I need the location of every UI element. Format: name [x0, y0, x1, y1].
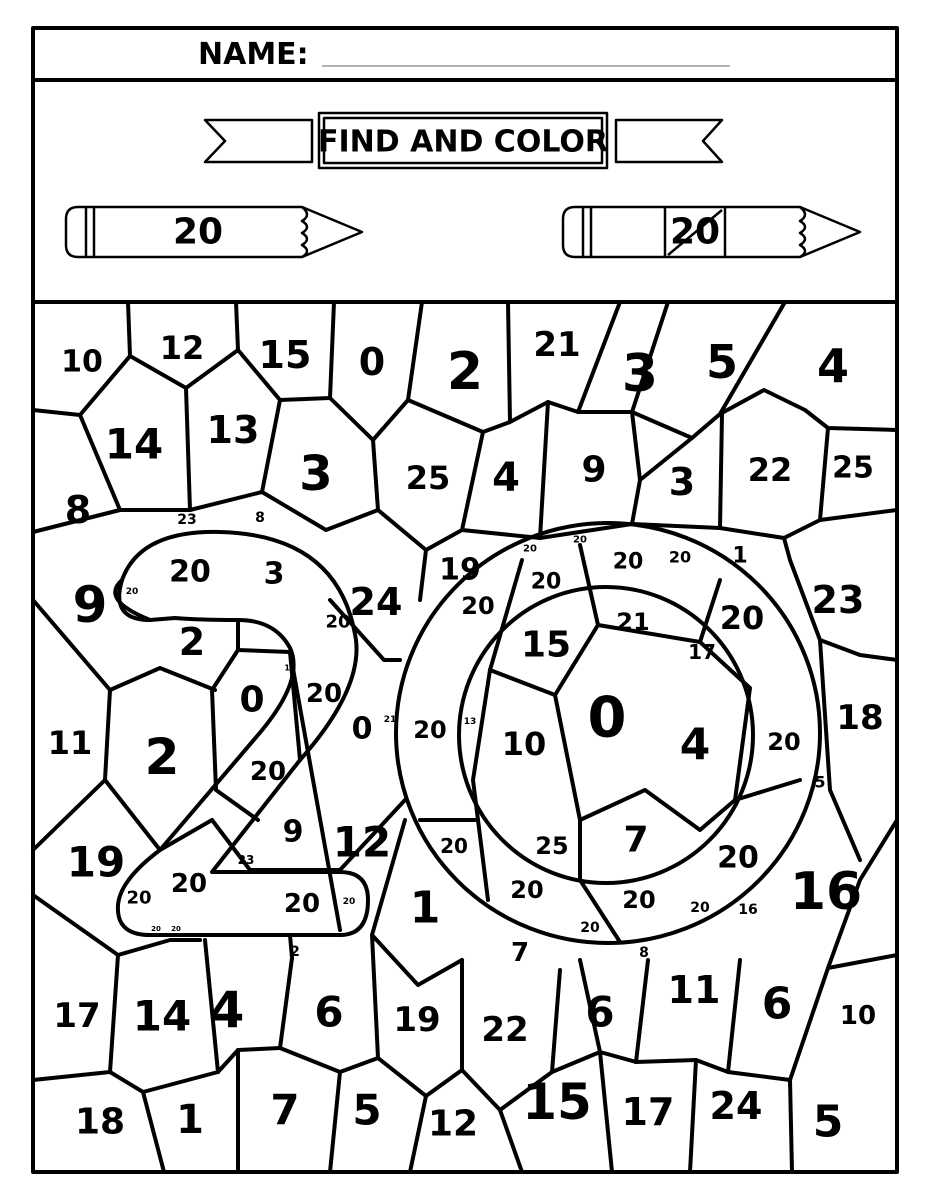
cell-number: 24	[709, 1084, 763, 1128]
cell-number: 20	[523, 543, 537, 555]
ribbon-right	[616, 120, 722, 162]
cell-number: 15	[522, 1073, 592, 1131]
cell-number: 9	[72, 576, 108, 634]
cell-number: 15	[520, 624, 572, 666]
cell-number: 9	[282, 814, 304, 850]
cell-number: 20	[719, 599, 765, 637]
cell-number: 8	[64, 488, 92, 532]
cell-number: 20	[622, 886, 656, 914]
cell-number: 15	[258, 333, 312, 377]
cell-number: 10	[61, 344, 103, 380]
cell-number: 22	[747, 451, 793, 489]
title-banner	[205, 113, 722, 168]
cell-number: 3	[668, 460, 696, 504]
cell-number: 3	[621, 344, 659, 404]
cell-number: 9	[581, 449, 607, 491]
pencil-color-key	[66, 207, 362, 257]
cell-number: 16	[738, 902, 758, 918]
title-text: FIND AND COLOR	[318, 124, 608, 160]
cell-number: 24	[349, 580, 403, 624]
cell-number: 13	[206, 408, 260, 452]
cell-number: 11	[667, 968, 721, 1012]
cell-number: 11	[284, 663, 296, 673]
cell-number: 20	[510, 876, 544, 904]
cell-number: 21	[533, 325, 581, 365]
cell-number: 20	[249, 757, 287, 787]
cell-number: 19	[393, 1000, 441, 1040]
cell-number: 20	[126, 887, 152, 909]
cell-number: 0	[351, 711, 373, 747]
cell-number: 25	[535, 832, 569, 860]
cell-number: 20	[612, 549, 644, 575]
cell-number: 1	[732, 543, 748, 569]
cell-number: 0	[358, 340, 386, 384]
cell-number: 20	[325, 611, 351, 633]
cell-number: 20	[530, 569, 562, 595]
cell-number: 20	[668, 547, 692, 567]
cell-number: 19	[66, 837, 126, 887]
cell-number: 21	[383, 715, 397, 725]
cell-number: 23	[811, 578, 865, 622]
cell-number: 5	[814, 772, 826, 792]
cell-number: 18	[74, 1101, 126, 1143]
cell-number: 7	[623, 819, 649, 861]
cell-number: 5	[705, 335, 739, 389]
cell-number: 11	[47, 724, 93, 762]
ribbon-left	[205, 120, 312, 162]
cell-number: 5	[352, 1085, 382, 1135]
cell-number: 20	[169, 554, 211, 590]
cell-number: 25	[832, 450, 874, 486]
cell-number: 20	[151, 925, 161, 933]
cell-number: 20	[573, 534, 587, 546]
cell-number: 4	[816, 339, 850, 393]
cell-number: 20	[767, 728, 801, 756]
cell-number: 12	[427, 1103, 479, 1145]
cell-number: 14	[132, 991, 192, 1041]
cell-number: 4	[492, 455, 520, 501]
cell-number: 2	[144, 728, 180, 786]
cell-number: 1	[176, 1097, 204, 1143]
cell-number: 20	[717, 840, 759, 876]
cell-number: 1	[409, 882, 441, 934]
cell-number: 20	[580, 920, 600, 936]
cell-number: 8	[639, 945, 649, 961]
cell-number: 23	[177, 512, 197, 528]
mosaic-numbers	[48, 325, 884, 1148]
cell-number: 13	[463, 717, 477, 727]
cell-number: 20	[461, 592, 495, 620]
cell-number: 10	[839, 1001, 877, 1031]
cell-number: 19	[439, 552, 481, 588]
cell-number: 20	[413, 716, 447, 744]
cell-number: 17	[688, 640, 716, 664]
cell-number: 12	[159, 329, 205, 367]
cell-number: 4	[209, 981, 245, 1039]
pencil-example-number: 20	[669, 211, 721, 253]
cell-number: 20	[440, 834, 468, 858]
cell-number: 21	[616, 608, 650, 636]
cell-number: 20	[171, 925, 181, 933]
cell-number: 20	[342, 897, 356, 907]
cell-number: 6	[585, 987, 615, 1037]
name-label: NAME:	[198, 37, 309, 72]
cell-number: 8	[255, 510, 265, 526]
cell-number: 4	[679, 719, 711, 771]
cell-number: 0	[239, 679, 265, 721]
cell-number: 7	[270, 1085, 300, 1135]
cell-number: 23	[237, 853, 255, 867]
cell-number: 5	[812, 1096, 844, 1148]
cell-number: 3	[263, 556, 285, 592]
cell-number: 3	[299, 446, 333, 502]
cell-number: 10	[501, 725, 547, 763]
cell-number: 20	[305, 679, 343, 709]
cell-number: 16	[789, 862, 863, 922]
cell-number: 2	[178, 620, 206, 664]
cell-number: 20	[690, 900, 710, 916]
cell-number: 12	[332, 817, 392, 867]
cell-number: 25	[405, 459, 451, 497]
cell-number: 2	[446, 342, 484, 402]
cell-number: 6	[314, 987, 344, 1037]
cell-number: 18	[836, 698, 884, 738]
cell-number: 7	[510, 938, 530, 968]
cell-number: 22	[481, 1010, 529, 1050]
cell-number: 17	[621, 1090, 675, 1134]
cell-number: 2	[290, 944, 300, 960]
cell-number: 20	[170, 869, 208, 899]
cell-number: 17	[53, 996, 101, 1036]
cell-number: 14	[104, 419, 164, 469]
pencil-number: 20	[172, 211, 224, 253]
cell-number: 20	[283, 889, 321, 919]
cell-number: 0	[587, 685, 627, 751]
pencil-example	[563, 207, 860, 257]
cell-number: 6	[761, 978, 793, 1030]
cell-number: 20	[125, 587, 139, 597]
